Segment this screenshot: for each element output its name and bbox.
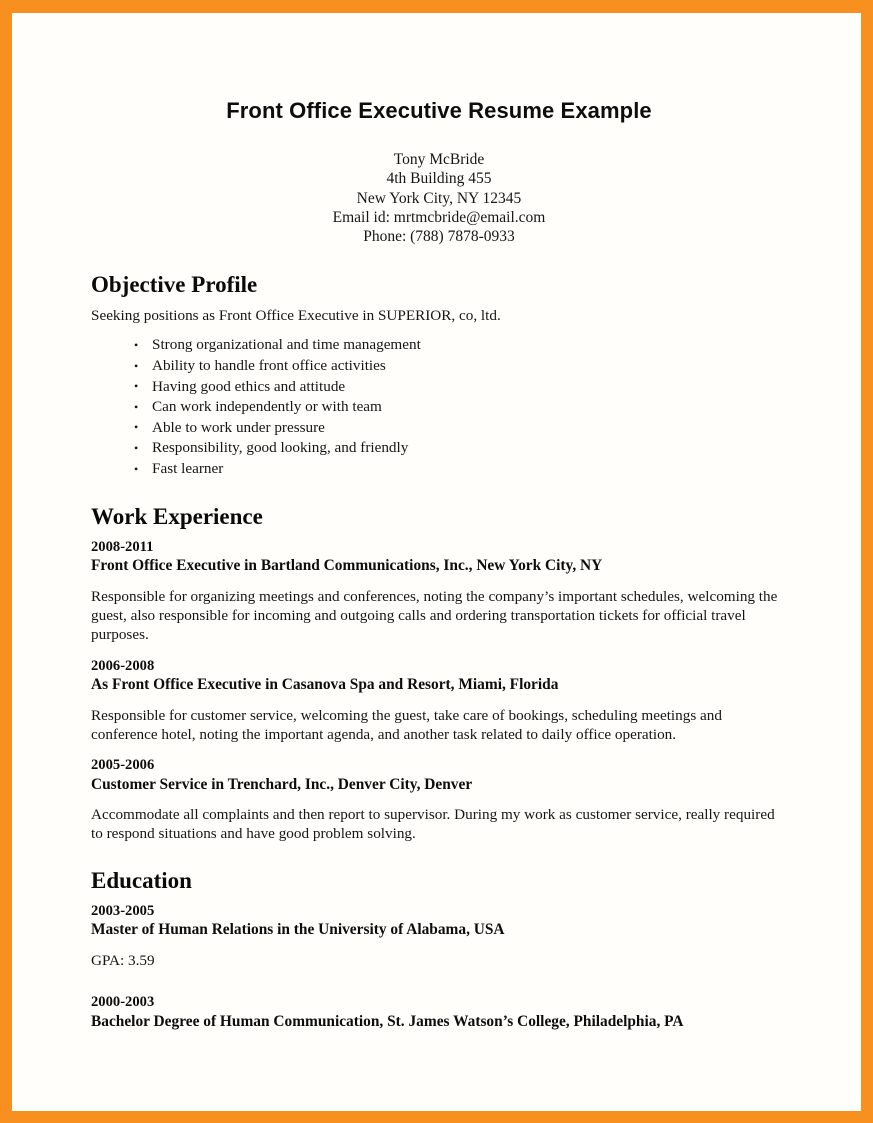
work-entry-date: 2005-2006 (91, 757, 155, 774)
section-heading-education: Education (91, 867, 192, 893)
work-entry-description: Responsible for customer service, welcoming the guest, take care of bookings, scheduling meetings and conference hotel, noting the important agenda, and another task related to daily office operation. (91, 706, 722, 743)
section-heading-work-experience: Work Experience (91, 503, 263, 529)
contact-address-line-1: 4th Building 455 (386, 170, 492, 188)
page-title: Front Office Executive Resume Example (226, 98, 652, 123)
section-work-experience (91, 503, 787, 844)
contact-name: Tony McBride (393, 151, 485, 168)
objective-bullet-list (91, 335, 787, 479)
education-entry-date: 2000-2003 (91, 994, 155, 1011)
resume-content (91, 98, 787, 1043)
list-item: • Can work independently or with team (91, 397, 787, 418)
list-item: • Having good ethics and attitude (91, 377, 787, 398)
contact-phone: Phone: (788) 7878-0933 (363, 228, 515, 246)
education-entry-date: 2003-2005 (91, 902, 155, 919)
work-entry-description: Accommodate all complaints and then report to supervisor. During my work as customer service, really required to respond situations and have good problem solving. (91, 806, 775, 843)
list-item: • Able to work under pressure (91, 418, 787, 439)
work-entry-role: Customer Service in Trenchard, Inc., Denver City, Denver (91, 775, 473, 793)
contact-email: Email id: mrtmcbride@email.com (332, 208, 546, 226)
work-entry-date: 2008-2011 (91, 538, 154, 555)
education-entry (91, 902, 787, 970)
spacer (91, 982, 787, 993)
education-entry (91, 993, 787, 1031)
work-entry-role: As Front Office Executive in Casanova Spa and Resort, Miami, Florida (91, 676, 559, 694)
work-entry (91, 756, 787, 844)
work-entry (91, 657, 787, 745)
work-entry-description: Responsible for organizing meetings and conferences, noting the company’s important schedules, welcoming the guest, also responsible for incoming and outgoing calls and ordering transportation tickets for official travel purposes. (91, 587, 778, 644)
education-entry-degree: Bachelor Degree of Human Communication, St. James Watson’s College, Philadelphia, PA (91, 1012, 684, 1030)
list-item: • Fast learner (91, 459, 787, 480)
list-item: • Strong organizational and time management (91, 335, 787, 356)
list-item: • Responsibility, good looking, and friendly (91, 438, 787, 459)
contact-address-line-2: New York City, NY 12345 (356, 189, 522, 207)
section-objective-profile (91, 271, 787, 479)
list-item: • Ability to handle front office activities (91, 356, 787, 377)
section-education (91, 867, 787, 1031)
education-entry-degree: Master of Human Relations in the University of Alabama, USA (91, 921, 505, 939)
work-entry-date: 2006-2008 (91, 657, 155, 674)
section-heading-objective-profile: Objective Profile (91, 272, 258, 298)
resume-sheet (12, 13, 861, 1111)
education-entry-gpa: GPA: 3.59 (91, 951, 155, 969)
objective-intro: Seeking positions as Front Office Executive in SUPERIOR, co, ltd. (91, 307, 501, 325)
work-entry (91, 538, 787, 645)
contact-block (91, 150, 787, 246)
work-entry-role: Front Office Executive in Bartland Communications, Inc., New York City, NY (91, 557, 603, 575)
